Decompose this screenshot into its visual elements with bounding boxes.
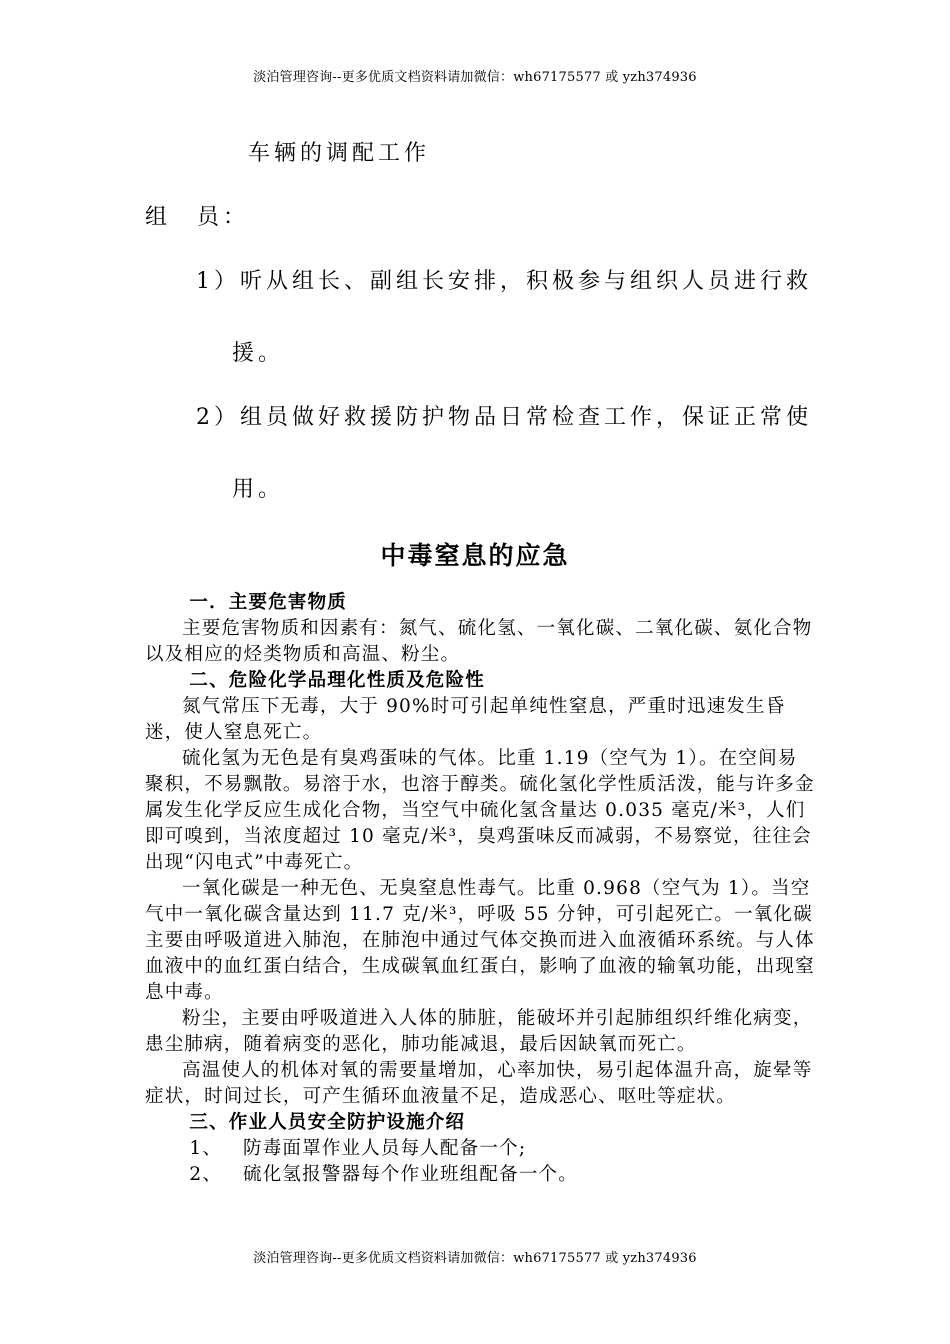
heading-hazards: 一．主要危害物质 — [189, 592, 347, 613]
member-duty-2: 2）组员做好救援防护物品日常检查工作，保证正常使 — [196, 405, 812, 430]
member-duty-2-cont: 用。 — [232, 477, 285, 502]
list-item: 2、 硫化氢报警器每个作业班组配备一个。 — [189, 1164, 578, 1185]
heading-protection: 三、作业人员安全防护设施介绍 — [189, 1112, 466, 1133]
heading-chemical-properties: 二、危险化学品理化性质及危险性 — [189, 670, 485, 691]
member-label: 组 员： — [145, 205, 250, 230]
paragraph-co: 一氧化碳是一种无色、无臭窒息性毒气。比重 0.968（空气为 1）。当空气中一氧化碳含量达到 11.7 克/米³，呼吸 55 分钟，可引起死亡。一氧化碳主要由呼吸道进入肺泡，在肺泡中通过气体交换而进入血液循环系统。与人体血液中的血红蛋白结合，生成碳氧血红蛋白，影响了血液的输氧功能，出现窒息中毒。 — [145, 878, 815, 1003]
section-title: 中毒窒息的应急 — [380, 541, 570, 570]
paragraph: 主要危害物质和因素有：氮气、硫化氢、一氧化碳、二氧化碳、氨化合物以及相应的烃类物质和高温、粉尘。 — [145, 618, 813, 665]
paragraph-heat: 高温使人的机体对氧的需要量增加，心率加快，易引起体温升高，旋晕等症状，时间过长，可产生循环血液量不足，造成恶心、呕吐等症状。 — [145, 1060, 813, 1107]
list-item: 1、 防毒面罩作业人员每人配备一个; — [189, 1138, 527, 1159]
paragraph-dust: 粉尘，主要由呼吸道进入人体的肺脏，能破坏并引起肺组织纤维化病变，患尘肺病，随着病变的恶化，肺功能减退，最后因缺氧而死亡。 — [145, 1008, 813, 1055]
vehicle-dispatch-line: 车辆的调配工作 — [248, 141, 431, 166]
body-content — [145, 590, 815, 1188]
paragraph-h2s: 硫化氢为无色是有臭鸡蛋味的气体。比重 1.19（空气为 1）。在空间易聚积，不易飘散。易溶于水，也溶于醇类。硫化氢化学性质活泼，能与许多金属发生化学反应生成化合物，当空气中硫化氢含量达 0.035 毫克/米³，人们即可嗅到，当浓度超过 10 毫克/米³，臭鸡蛋味反而减弱，不易察觉，往往会出现“闪电式”中毒死亡。 — [145, 748, 815, 873]
member-duty-1: 1）听从组长、副组长安排，积极参与组织人员进行救 — [196, 269, 812, 294]
page-footer: 淡泊管理咨询--更多优质文档资料请加微信：wh67175577 或 yzh374936 — [253, 1251, 697, 1266]
member-duty-1-cont: 援。 — [232, 341, 285, 366]
page-header: 淡泊管理咨询--更多优质文档资料请加微信：wh67175577 或 yzh374936 — [253, 70, 697, 85]
paragraph-nitrogen: 氮气常压下无毒，大于 90%时可引起单纯性窒息，严重时迅速发生昏迷，使人窒息死亡。 — [145, 696, 786, 743]
